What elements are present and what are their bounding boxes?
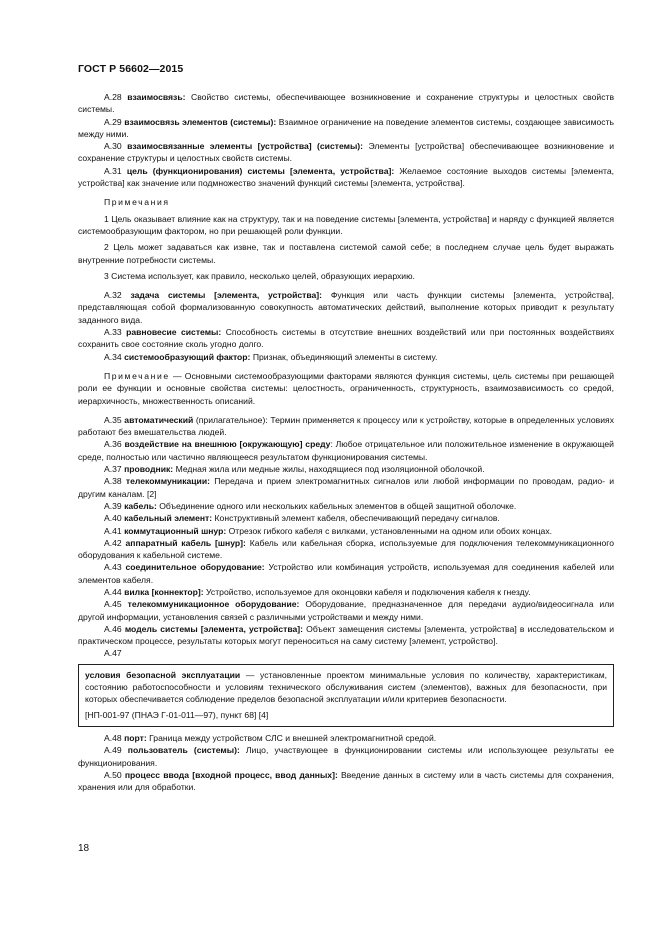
- entry-a46: А.46 модель системы [элемента, устройства]: Объект замещения системы [элемента, устройства] в исследовательском и практическом процессе, результаты которых могут переноситься на саму систему [элемент, устройство].: [78, 623, 615, 647]
- boxed-definition-text: условия безопасной эксплуатации — установленные проектом минимальные условия по количеству, характеристикам, состоянию работоспособности и условиям технического обслуживания систем (элементов), важных для безопасности, при которых обеспечивается соблюдение пределов безопасной эксплуатации и/или критериев безопасности.: [85, 669, 608, 705]
- boxed-definition-reference: [НП-001-97 (ПНАЭ Г-01-011—97), пункт 68] [4]: [85, 709, 269, 720]
- entry-a42: А.42 аппаратный кабель [шнур]: Кабель или кабельная сборка, используемые для подключения телекоммуникационного оборудования к кабельной системе.: [78, 537, 615, 561]
- entry-a34: А.34 системообразующий фактор: Признак, объединяющий элементы в систему.: [104, 351, 438, 362]
- entry-a31: А.31 цель (функционирования) системы [элемента, устройства]: Желаемое состояние выходов системы [элемента, устройства] как значение или подмножество значений функций системы [элемента, устройства].: [78, 165, 615, 189]
- entry-a32: А.32 задача системы [элемента, устройства]: Функция или часть функции системы [элемента, устройства], представляющая собой формализованную совокупность автоматических действий, выполнение которых приводит к результату заданного вида.: [78, 290, 614, 325]
- entry-a50: А.50 процесс ввода [входной процесс, ввод данных]: Введение данных в систему или в часть системы для сохранения, хранения или для обработки.: [78, 769, 615, 793]
- entry-a35: А.35 автоматический (прилагательное): Термин применяется к процессу или к устройству, которые в определенных условиях работают без вмешательства людей.: [78, 414, 614, 438]
- entry-a49: А.49 пользователь (системы): Лицо, участвующее в функционировании системы или использующее результаты ее функционирования.: [78, 745, 614, 768]
- entry-a38: А.38 телекоммуникации: Передача и прием электромагнитных сигналов или любой информации по проводам, радио- и другим каналам. [2]: [78, 476, 615, 499]
- notes-heading: Примечания: [104, 197, 170, 208]
- entry-a39: А.39 кабель: Объединение одного или нескольких кабельных элементов в общей защитной оболочке.: [104, 500, 517, 511]
- entry-a47: А.47: [104, 648, 122, 659]
- entry-a45: А.45 телекоммуникационное оборудование: Оборудование, предназначенное для передачи аудио/видеосигнала или другой информации, установления связей с различными устройствами и между ними.: [78, 599, 615, 622]
- document-body: [78, 91, 614, 793]
- note-3: 3 Система использует, как правило, несколько целей, образующих иерархию.: [104, 270, 415, 281]
- note-single: Примечание — Основными системообразующими факторами являются функция системы, цель системы при решающей роли ее функции и основные свойства системы: целостность, ограниченность, структурность, взаимозависимость со средой, иерархичность, множественность описаний.: [78, 370, 614, 406]
- note-1: 1 Цель оказывает влияние как на структуру, так и на поведение системы [элемента, устройства] и наряду с функцией является системообразующим фактором, но при решающей роли функции.: [78, 213, 614, 236]
- entry-a30: А.30 взаимосвязанные элементы [устройства] (системы): Элементы [устройства] обеспечивающее возникновение и сохранение структуры и целостных свойств системы.: [78, 141, 615, 164]
- entry-a29: А.29 взаимосвязь элементов (системы): Взаимное ограничение на поведение элементов системы, создающее зависимость между ними.: [78, 116, 615, 139]
- note-2: 2 Цель может задаваться как извне, так и поставлена системой самой себе; в последнем случае цель будет выражать внутренние потребности системы.: [78, 242, 614, 265]
- entry-a48: А.48 порт: Граница между устройством СЛС и внешней электромагнитной средой.: [104, 732, 437, 743]
- entry-a36: А.36 воздействие на внешнюю [окружающую] среду: Любое отрицательное или положительное изменение в окружающей среде, полностью или частично являющееся результатом функционирования системы.: [78, 439, 614, 462]
- entry-a44: А.44 вилка [коннектор]: Устройство, используемое для оконцовки кабеля и подключения кабеля к гнезду.: [104, 586, 531, 597]
- document-header: ГОСТ Р 56602—2015: [78, 63, 184, 75]
- entry-a41: А.41 коммутационный шнур: Отрезок гибкого кабеля с вилками, установленными на одном или обоих концах.: [104, 525, 552, 536]
- entry-a43: А.43 соединительное оборудование: Устройство или комбинация устройств, используемая для соединения кабелей или элементов кабеля.: [78, 562, 615, 585]
- page-number: 18: [78, 843, 90, 854]
- entry-a28: А.28 взаимосвязь: Свойство системы, обеспечивающее возникновение и сохранение структуры и целостных свойств системы.: [78, 92, 615, 115]
- entry-a40: А.40 кабельный элемент: Конструктивный элемент кабеля, обеспечивающий передачу сигналов.: [104, 513, 500, 524]
- entry-a37: А.37 проводник: Медная жила или медные жилы, находящиеся под изоляционной оболочкой.: [104, 464, 485, 475]
- entry-a33: А.33 равновесие системы: Способность системы в отсутствие внешних воздействий или при постоянных воздействиях сохранить свое состояние сколь угодно долго.: [78, 327, 615, 350]
- boxed-definition: [78, 664, 614, 727]
